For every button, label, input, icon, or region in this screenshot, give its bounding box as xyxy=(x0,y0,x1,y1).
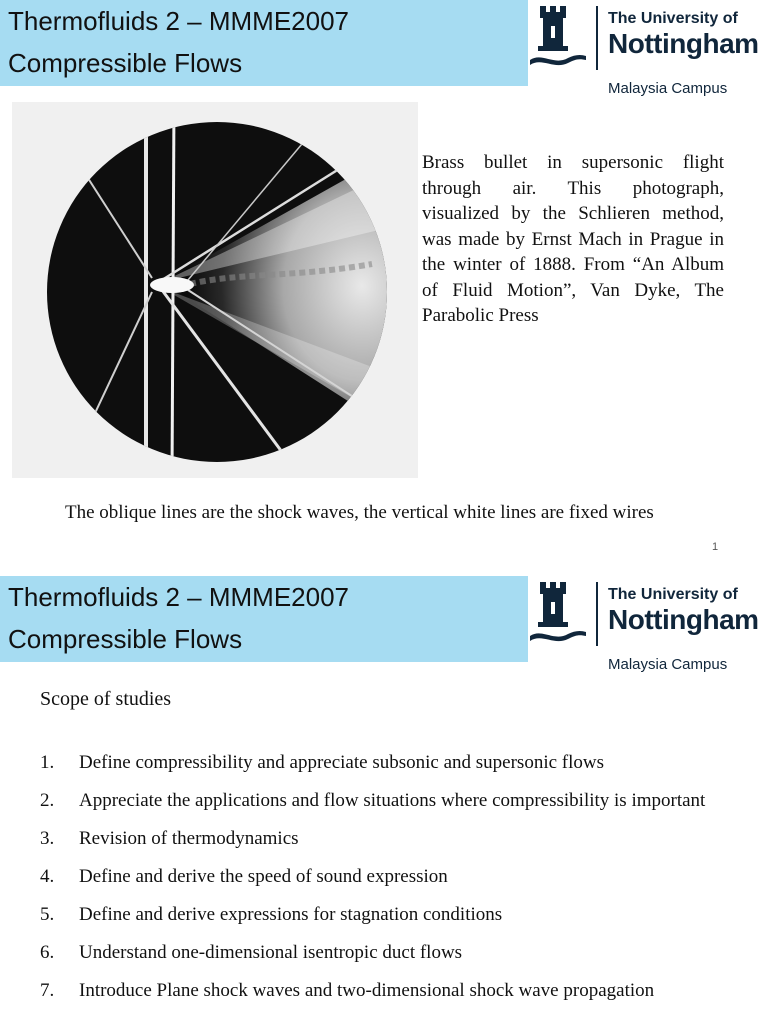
course-title: Thermofluids 2 – MMME2007 xyxy=(8,582,350,612)
item-number: 4. xyxy=(40,866,55,887)
item-text: Define and derive expressions for stagnation conditions xyxy=(79,904,503,925)
castle-tower-icon xyxy=(528,2,592,76)
list-item xyxy=(40,782,730,820)
item-number: 6. xyxy=(40,942,55,963)
logo-divider xyxy=(596,6,598,70)
slide-2 xyxy=(0,576,768,1024)
university-logo xyxy=(528,0,768,100)
photo-caption: Brass bullet in supersonic flight through air. This photograph, visualized by the Schlieren method, was made by Ernst Mach in Prague in the winter of 1888. From “An Album of Fluid Motion”, Van Dyke, The Parabolic Press xyxy=(422,152,724,326)
topic-title: Compressible Flows xyxy=(8,624,243,654)
item-text: Define and derive the speed of sound expression xyxy=(79,866,448,887)
scope-heading: Scope of studies xyxy=(40,688,172,710)
course-title: Thermofluids 2 – MMME2007 xyxy=(8,6,350,36)
bullet-shock-image xyxy=(12,102,418,478)
title-bar xyxy=(0,576,528,662)
list-item xyxy=(40,744,730,782)
photo-footnote: The oblique lines are the shock waves, the vertical white lines are fixed wires xyxy=(65,502,654,523)
item-number: 1. xyxy=(40,752,55,773)
item-number: 3. xyxy=(40,828,55,849)
logo-campus: Malaysia Campus xyxy=(608,80,728,97)
item-text: Revision of thermodynamics xyxy=(79,828,299,849)
schlieren-photo xyxy=(12,102,418,478)
logo-name: Nottingham xyxy=(608,28,759,59)
item-number: 2. xyxy=(40,790,55,811)
logo-name: Nottingham xyxy=(608,604,759,635)
topic-title: Compressible Flows xyxy=(8,48,243,78)
slide-number: 1 xyxy=(712,541,719,553)
list-item xyxy=(40,858,730,896)
logo-divider xyxy=(596,582,598,646)
item-text: Appreciate the applications and flow situations where compressibility is important xyxy=(79,790,706,811)
list-item xyxy=(40,972,730,1010)
item-number: 5. xyxy=(40,904,55,925)
title-bar xyxy=(0,0,528,86)
logo-campus: Malaysia Campus xyxy=(608,656,728,673)
castle-tower-icon xyxy=(528,578,592,652)
objective-list xyxy=(40,744,730,1010)
item-number: 7. xyxy=(40,980,55,1001)
list-item xyxy=(40,896,730,934)
list-item xyxy=(40,934,730,972)
item-text: Understand one-dimensional isentropic duct flows xyxy=(79,942,463,963)
list-item xyxy=(40,820,730,858)
logo-university: The University of xyxy=(608,586,738,603)
university-logo xyxy=(528,576,768,676)
logo-university: The University of xyxy=(608,10,738,27)
item-text: Define compressibility and appreciate subsonic and supersonic flows xyxy=(79,752,604,773)
item-text: Introduce Plane shock waves and two-dimensional shock wave propagation xyxy=(79,980,655,1001)
